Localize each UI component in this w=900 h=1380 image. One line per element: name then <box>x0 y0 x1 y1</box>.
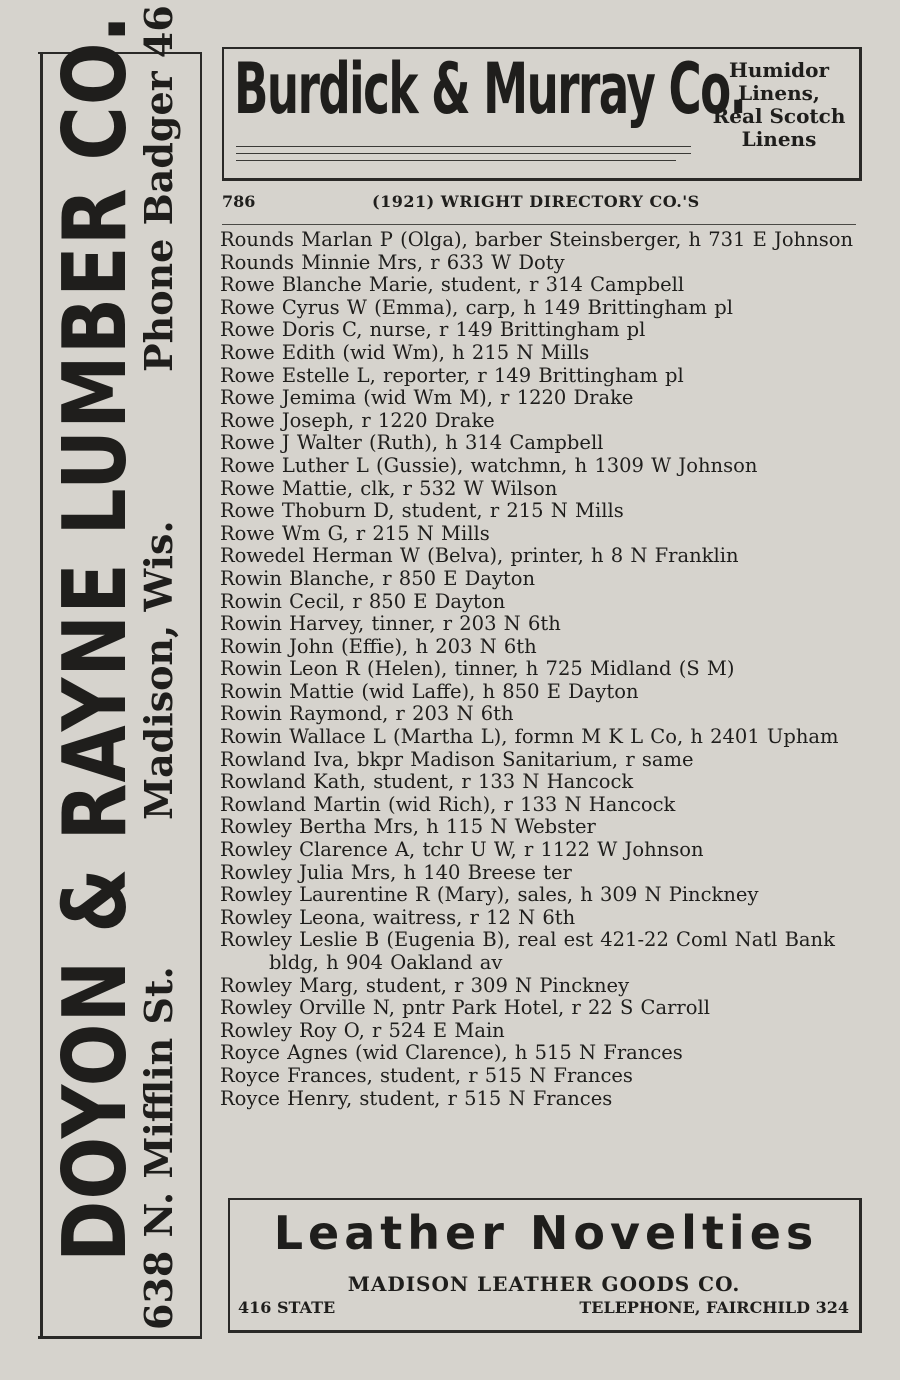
directory-entry: Rowley Leona, waitress, r 12 N 6th <box>220 905 576 929</box>
bottom-ad-phone: TELEPHONE, FAIRCHILD 324 <box>579 1298 849 1317</box>
directory-entry: Rowe Wm G, r 215 N Mills <box>220 521 490 545</box>
directory-entry: Rowin John (Effie), h 203 N 6th <box>220 634 537 658</box>
directory-entry: Rowe Luther L (Gussie), watchmn, h 1309 W Johnson <box>220 453 758 477</box>
bottom-ad-headline: Leather Novelties <box>273 1206 819 1260</box>
bottom-ad-company: MADISON LEATHER GOODS CO. <box>347 1272 741 1296</box>
directory-entry: Rowley Bertha Mrs, h 115 N Webster <box>220 815 596 839</box>
directory-entry: Rowe Jemima (wid Wm M), r 1220 Drake <box>220 386 634 410</box>
directory-entry: Rowin Mattie (wid Laffe), h 850 E Dayton <box>220 679 639 703</box>
top-ad-tagline-line: Linens <box>741 127 817 151</box>
side-ad-address: 638 N. Mifflin St. <box>136 966 181 1330</box>
directory-entry: Royce Henry, student, r 515 N Frances <box>220 1086 613 1110</box>
directory-entry: Royce Frances, student, r 515 N Frances <box>220 1063 633 1087</box>
bottom-ad-address: 416 STATE <box>238 1298 336 1317</box>
side-ad-city: Madison, Wis. <box>136 520 181 820</box>
directory-entry: Rowe J Walter (Ruth), h 314 Campbell <box>220 431 604 455</box>
directory-listing <box>220 229 862 1110</box>
top-ad-tagline-line: Real Scotch <box>712 104 846 128</box>
directory-entry: Rowin Harvey, tinner, r 203 N 6th <box>220 612 561 636</box>
running-head: (1921) WRIGHT DIRECTORY CO.'S <box>372 192 700 211</box>
directory-entry: Rowley Orville N, pntr Park Hotel, r 22 S Carroll <box>220 996 710 1020</box>
directory-entry: Rowland Iva, bkpr Madison Sanitarium, r same <box>220 747 694 771</box>
directory-entry: Rowe Blanche Marie, student, r 314 Campbell <box>220 273 685 297</box>
top-ad-company: Burdick & Murray Co. <box>234 46 746 130</box>
side-ad-rule-right <box>200 54 202 1336</box>
directory-entry: Rowland Kath, student, r 133 N Hancock <box>220 770 634 794</box>
top-ad-tagline-line: Humidor <box>728 58 830 82</box>
side-ad-company: DOYON & RAYNE LUMBER CO. <box>44 13 147 1262</box>
top-ad-tagline-line: Linens, <box>738 81 820 105</box>
directory-entry: Rowin Blanche, r 850 E Dayton <box>220 566 536 590</box>
directory-entry: Rowin Leon R (Helen), tinner, h 725 Midland (S M) <box>220 657 735 681</box>
directory-entry: Rowley Marg, student, r 309 N Pinckney <box>220 973 630 997</box>
top-ad-tagline <box>709 59 849 151</box>
side-ad-phone: Phone Badger 46 <box>136 5 181 372</box>
page-number: 786 <box>222 192 256 211</box>
directory-entry: Rowin Wallace L (Martha L), formn M K L Co, h 2401 Upham <box>220 725 839 749</box>
top-advertisement <box>222 47 862 181</box>
directory-entry: Rowe Doris C, nurse, r 149 Brittingham pl <box>220 318 646 342</box>
directory-entry: Rowe Joseph, r 1220 Drake <box>220 408 495 432</box>
directory-entry: Rowley Clarence A, tchr U W, r 1122 W Johnson <box>220 838 704 862</box>
top-ad-rule <box>236 160 676 161</box>
directory-entry: Rowley Roy O, r 524 E Main <box>220 1018 505 1042</box>
directory-entry: Rowe Edith (wid Wm), h 215 N Mills <box>220 340 590 364</box>
directory-entry: Rowe Cyrus W (Emma), carp, h 149 Brittingham pl <box>220 295 733 319</box>
header-rule <box>222 224 856 225</box>
directory-entry: Rounds Minnie Mrs, r 633 W Doty <box>220 250 565 274</box>
directory-entry: Rowedel Herman W (Belva), printer, h 8 N Franklin <box>220 544 739 568</box>
directory-entry: Rowley Julia Mrs, h 140 Breese ter <box>220 860 572 884</box>
directory-entry: Rowe Thoburn D, student, r 215 N Mills <box>220 499 624 523</box>
directory-entry: Rowe Mattie, clk, r 532 W Wilson <box>220 476 558 500</box>
directory-entry: Rounds Marlan P (Olga), barber Steinsberger, h 731 E Johnson <box>220 228 854 251</box>
top-ad-rule <box>236 146 691 147</box>
directory-entry: Rowin Cecil, r 850 E Dayton <box>220 589 506 613</box>
directory-entry: Rowley Leslie B (Eugenia B), real est 421-22 Coml Natl Bank bldg, h 904 Oakland av <box>220 928 835 974</box>
directory-entry: Royce Agnes (wid Clarence), h 515 N Frances <box>220 1041 683 1065</box>
directory-entry: Rowe Estelle L, reporter, r 149 Brittingham pl <box>220 363 684 387</box>
side-ad-rule-left <box>40 54 43 1336</box>
directory-entry: Rowland Martin (wid Rich), r 133 N Hancock <box>220 792 676 816</box>
directory-entry: Rowin Raymond, r 203 N 6th <box>220 702 514 726</box>
directory-entry: Rowley Laurentine R (Mary), sales, h 309 N Pinckney <box>220 883 759 907</box>
bottom-advertisement <box>228 1198 862 1333</box>
top-ad-rule <box>236 153 691 154</box>
